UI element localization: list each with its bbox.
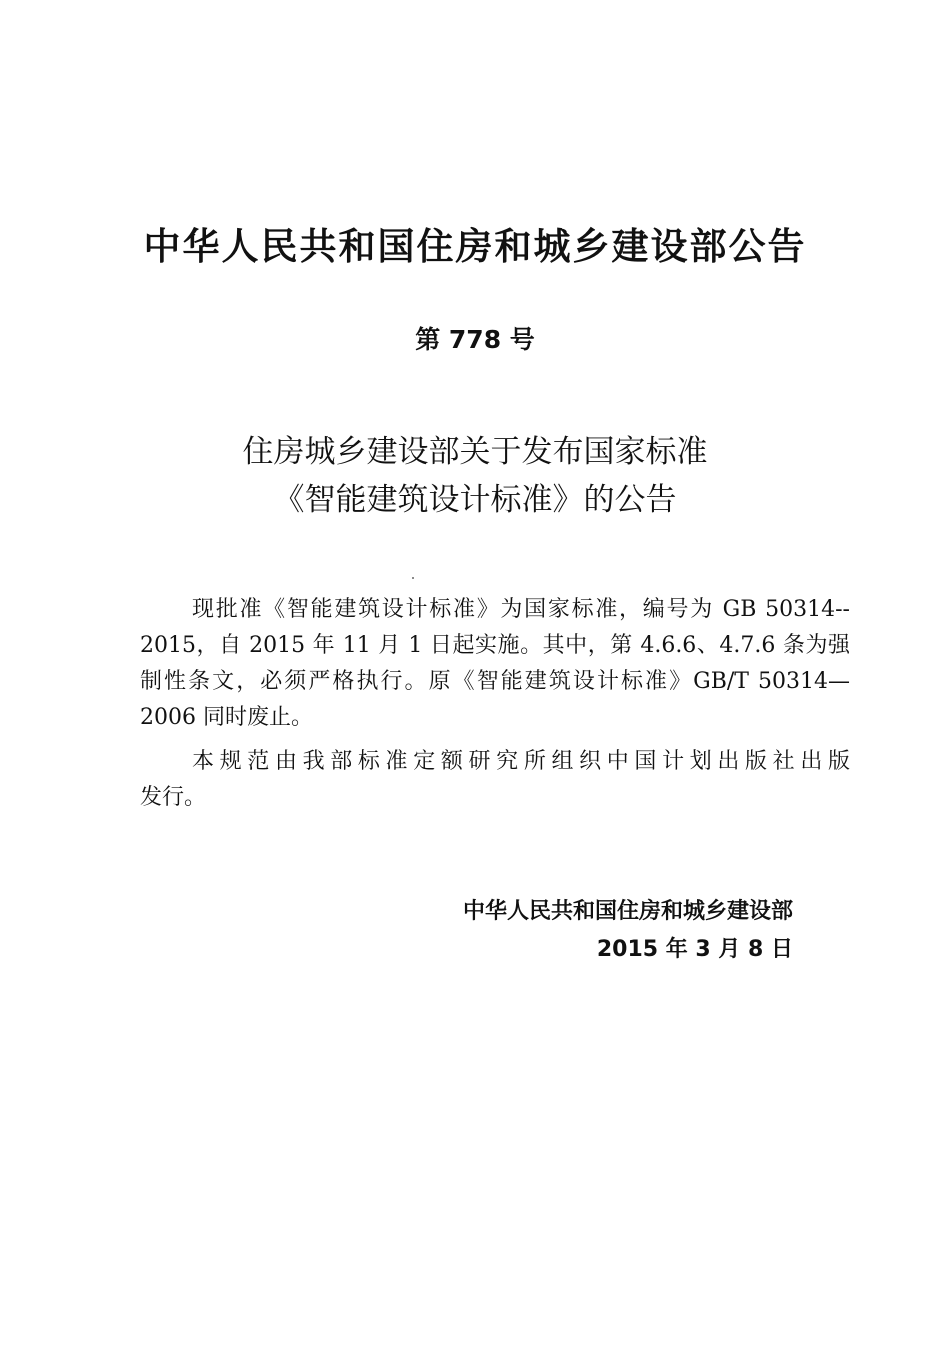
signature-organization: 中华人民共和国住房和城乡建设部 <box>462 899 793 924</box>
announcement-number: 第 778 号 <box>415 325 535 354</box>
paragraph-1-line: 制性条文，必须严格执行。原《智能建筑设计标准》GB/T 50314— <box>140 669 850 694</box>
signature-date: 2015 年 3 月 8 日 <box>596 937 793 962</box>
announcement-subtitle-line2: 《智能建筑设计标准》的公告 <box>273 482 677 518</box>
paragraph-1-line: 2006 同时废止。 <box>140 705 313 730</box>
page-title: 中华人民共和国住房和城乡建设部公告 <box>143 225 807 268</box>
paragraph-2-line: 本规范由我部标准定额研究所组织中国计划出版社出版 <box>192 749 850 774</box>
paragraph-1-line: 现批准《智能建筑设计标准》为国家标准，编号为 GB 50314-- <box>192 597 850 622</box>
paragraph-1-line: 2015，自 2015 年 11 月 1 日起实施。其中，第 4.6.6、4.7.6 条为强 <box>140 633 850 658</box>
paragraph-1 <box>140 592 850 736</box>
paragraph-2-line: 发行。 <box>140 785 207 810</box>
announcement-subtitle-line1: 住房城乡建设部关于发布国家标准 <box>242 434 708 470</box>
paragraph-2 <box>140 744 850 816</box>
scan-speck <box>412 577 414 579</box>
